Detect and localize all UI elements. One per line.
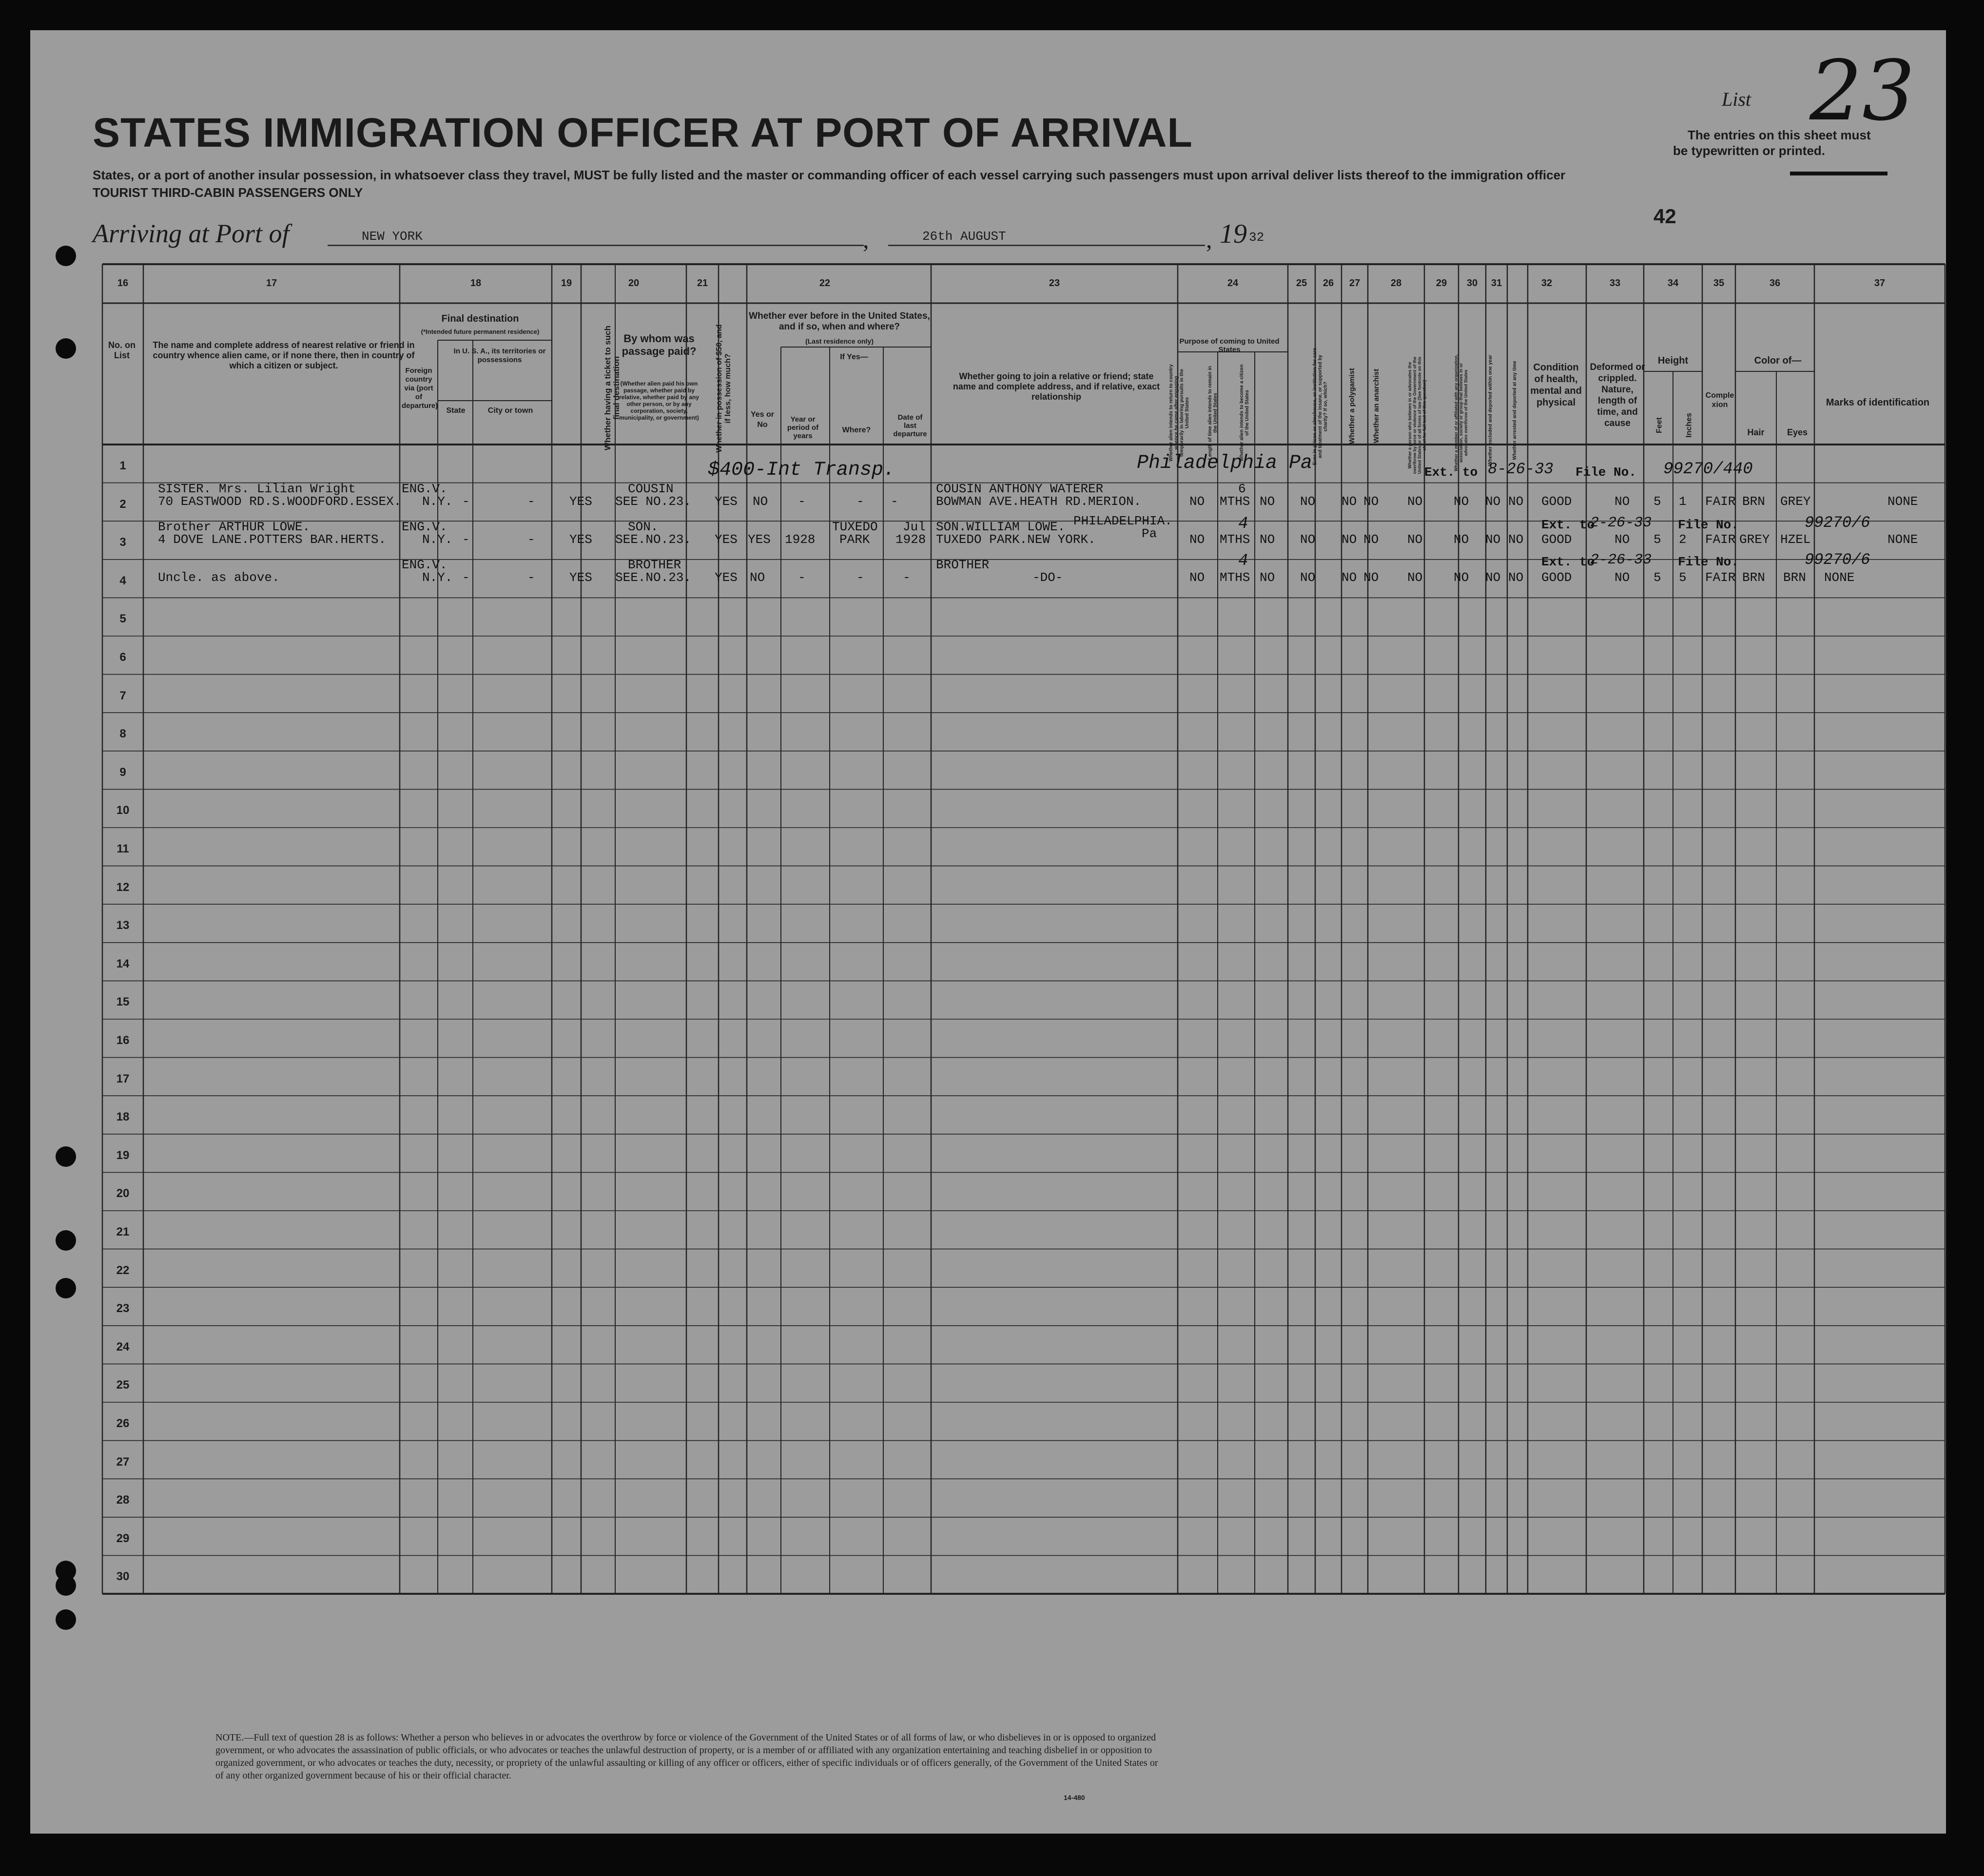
marks: NONE <box>1824 570 1855 585</box>
ticket: YES <box>569 494 592 509</box>
last-departure: - <box>891 494 898 509</box>
q30: NO <box>1485 570 1501 585</box>
header-state: State <box>446 406 466 415</box>
row-number: 28 <box>116 1493 130 1507</box>
join-name: BROTHER <box>936 558 990 572</box>
file-number: 99270/6 <box>1805 514 1870 532</box>
q31: NO <box>1508 570 1524 585</box>
deformed: NO <box>1614 532 1630 547</box>
q30: NO <box>1485 494 1501 509</box>
anarchist: NO <box>1363 570 1379 585</box>
inches: 5 <box>1679 570 1687 585</box>
ext-date: 2-26-33 <box>1590 515 1652 531</box>
length-value: 6 <box>1238 482 1246 496</box>
header-relative: The name and complete address of nearest relative or friend in country whence alien came, or if none there, then in country of which a citizen or subject. <box>153 340 415 370</box>
citizen: NO <box>1260 570 1275 585</box>
column-number: 28 <box>1390 278 1402 289</box>
return: NO <box>1189 570 1205 585</box>
where-line-1: TUXEDO <box>832 520 878 534</box>
column-number: 19 <box>561 278 572 289</box>
hair: GREY <box>1739 532 1770 547</box>
header-24c: Whether alien intends to become a citizen of the United States <box>1239 364 1250 462</box>
header-hair: Hair <box>1747 427 1765 437</box>
length-unit: MTHS <box>1220 570 1250 585</box>
header-eyes: Eyes <box>1787 427 1808 437</box>
transport-annotation: Int Transp. <box>766 459 895 481</box>
arriving-label: Arriving at Port of <box>93 219 290 248</box>
last-departure-year: 1928 <box>895 532 926 547</box>
comma-separator: , <box>863 226 869 253</box>
where: - <box>856 494 864 509</box>
header-ever-before: Whether ever before in the United States, and if so, when and where? <box>749 311 930 332</box>
join-name: COUSIN ANTHONY WATERER <box>936 482 1104 496</box>
header-ever-before-sub: (Last residence only) <box>805 337 874 345</box>
header-deformed: Deformed or crippled. Nature, length of time, and cause <box>1590 362 1645 428</box>
citizen: NO <box>1260 494 1275 509</box>
health: GOOD <box>1541 570 1572 585</box>
header-period: Year or period of years <box>787 415 819 440</box>
row-number: 7 <box>119 689 126 702</box>
row-number: 18 <box>116 1110 130 1124</box>
relative-address: 70 EASTWOOD RD.S.WOODFORD.ESSEX. <box>158 494 402 509</box>
row-number: 25 <box>116 1378 130 1392</box>
column-number: 31 <box>1491 278 1502 289</box>
header-final-destination: Final destination <box>441 313 519 324</box>
where: - <box>856 570 864 585</box>
list-label: List <box>1722 88 1751 110</box>
header-28: Whether a person who believes in or advocates the overthrow by force or violence of the Government of the United States or of all forms of law (See footnote on this sheet for full text of this question) <box>1407 356 1427 474</box>
year-prefix: 19 <box>1220 219 1247 249</box>
column-number: 23 <box>1049 278 1060 289</box>
header-height: Height <box>1657 355 1689 366</box>
typewritten-note-2: be typewritten or printed. <box>1673 143 1826 158</box>
complexion: FAIR <box>1705 570 1736 585</box>
prison: NO <box>1300 494 1316 509</box>
row-number: 26 <box>116 1417 130 1430</box>
anarchist: NO <box>1363 494 1379 509</box>
row-number: 19 <box>116 1148 130 1162</box>
paid-by-ref: SEE.NO.23. <box>615 532 692 547</box>
row-number: 16 <box>116 1034 130 1047</box>
header-color-of: Color of— <box>1754 355 1802 366</box>
q28: NO <box>1407 570 1423 585</box>
polygamist: NO <box>1342 570 1357 585</box>
money: YES <box>715 532 738 547</box>
column-number: 20 <box>628 278 640 289</box>
header-health: Condition of health, mental and physical <box>1530 362 1582 408</box>
file-label: File No. <box>1678 555 1739 569</box>
header-25: Ever in prison or almshouse, or institution for care and treatment of the insane, or supported by charity? If so, which? <box>1312 348 1328 465</box>
marks: NONE <box>1887 532 1918 547</box>
q28: NO <box>1407 494 1423 509</box>
period: - <box>798 494 806 509</box>
column-number: 37 <box>1874 278 1886 289</box>
join-address: TUXEDO PARK.NEW YORK. <box>936 532 1096 547</box>
header-foreign-country: Foreign country via (port of departure) <box>402 367 438 410</box>
q30: NO <box>1485 532 1501 547</box>
anarchist: NO <box>1363 532 1379 547</box>
file-label: File No. <box>1576 465 1636 480</box>
port-field: NEW YORK <box>362 229 423 244</box>
last-departure: - <box>903 570 911 585</box>
citizen: NO <box>1260 532 1275 547</box>
ext-label: Ext. to <box>1541 555 1595 569</box>
ticket: YES <box>569 532 592 547</box>
relative-address: Uncle. as above. <box>158 570 280 585</box>
row-number: 2 <box>119 497 126 511</box>
header-if-yes: If Yes— <box>840 353 868 361</box>
header-by-whom: By whom was passage paid? <box>622 332 697 357</box>
row-number: 10 <box>116 804 130 817</box>
money: YES <box>715 570 738 585</box>
column-number: 18 <box>470 278 482 289</box>
header-where: Where? <box>842 426 871 434</box>
paid-by-ref: SEE.NO.23. <box>615 570 692 585</box>
eyes: GREY <box>1780 494 1811 509</box>
return: NO <box>1189 494 1205 509</box>
row-number: 22 <box>116 1263 130 1277</box>
column-number: 24 <box>1227 278 1239 289</box>
header-no-on-list: No. on List <box>108 340 136 360</box>
file-number: 99270/6 <box>1805 551 1870 569</box>
city-dash: - <box>527 532 535 547</box>
hair: BRN <box>1742 570 1765 585</box>
header-30: Whether excluded and deported within one year <box>1488 355 1493 466</box>
marks: NONE <box>1887 494 1918 509</box>
column-number: 26 <box>1323 278 1334 289</box>
row-number: 12 <box>116 880 130 894</box>
paid-by-ref: SEE NO.23. <box>615 494 692 509</box>
header-final-destination-sub: (*Intended future permanent residence) <box>421 328 540 335</box>
foreign-country: ENG.V. <box>402 558 447 572</box>
inches: 1 <box>1679 494 1687 509</box>
header-in-usa: In U. S. A., its territories or possessions <box>453 347 546 364</box>
money: YES <box>715 494 738 509</box>
state-dash: - <box>462 570 470 585</box>
period: 1928 <box>785 532 816 547</box>
column-number: 36 <box>1769 278 1781 289</box>
q28: NO <box>1407 532 1423 547</box>
health: GOOD <box>1541 494 1572 509</box>
page-title: STATES IMMIGRATION OFFICER AT PORT OF ARRIVAL <box>93 110 1193 155</box>
row-number: 15 <box>116 995 130 1009</box>
paid-by: BROTHER <box>628 558 681 572</box>
eyes: BRN <box>1783 570 1806 585</box>
form-number: 14-480 <box>1064 1794 1085 1801</box>
row-number: 3 <box>119 536 126 549</box>
prison: NO <box>1300 532 1316 547</box>
row-number: 17 <box>116 1072 130 1085</box>
column-number: 33 <box>1609 278 1621 289</box>
q29: NO <box>1454 532 1469 547</box>
column-number: 35 <box>1713 278 1725 289</box>
complexion: FAIR <box>1705 494 1736 509</box>
paid-by: SON. <box>628 520 659 534</box>
header-money: Whether in possession of $50, and if less, how much? <box>715 324 732 453</box>
row-number: 11 <box>117 842 129 855</box>
q31: NO <box>1508 532 1524 547</box>
city-dash: - <box>527 494 535 509</box>
header-31: Whether arrested and deported at any time <box>1512 361 1517 460</box>
ever-before: NO <box>753 494 768 509</box>
row-number: 13 <box>116 919 130 932</box>
us-state: N.Y. <box>422 532 453 547</box>
typewritten-note-1: The entries on this sheet must <box>1688 128 1871 142</box>
date-field: 26th AUGUST <box>922 229 1006 244</box>
header-feet: Feet <box>1655 417 1664 433</box>
join-destination-state: Pa <box>1142 526 1157 541</box>
header-29: Whether a member of or affiliated with any organization, association, society or group that believes in or advocates overthrow of the United States <box>1454 354 1468 472</box>
column-number: 27 <box>1349 278 1361 289</box>
row-number: 21 <box>116 1225 130 1238</box>
relative-name: Brother ARTHUR LOWE. <box>158 520 311 534</box>
money-annotation: $400- <box>708 459 767 481</box>
row-number: 24 <box>116 1340 130 1354</box>
us-state: N.Y. <box>422 494 453 509</box>
length-value: 4 <box>1238 515 1248 533</box>
row-number: 8 <box>119 727 126 741</box>
join-destination: PHILADELPHIA. <box>1073 514 1172 528</box>
row-number: 23 <box>116 1302 130 1315</box>
header-marks: Marks of identification <box>1826 397 1930 408</box>
ext-label: Ext. to <box>1424 465 1478 480</box>
column-number: 16 <box>117 278 129 289</box>
prison: NO <box>1300 570 1316 585</box>
join-address: BOWMAN AVE.HEATH RD.MERION. <box>936 494 1142 509</box>
complexion: FAIR <box>1705 532 1736 547</box>
list-number: 23 <box>1809 43 1915 139</box>
row-number: 6 <box>119 651 126 664</box>
ever-before: NO <box>750 570 765 585</box>
column-number: 30 <box>1466 278 1478 289</box>
header-yes-no: Yes or No <box>750 410 775 429</box>
polygamist: NO <box>1342 494 1357 509</box>
manifest-sheet <box>30 30 1946 1834</box>
period: - <box>798 570 806 585</box>
column-number: 32 <box>1541 278 1553 289</box>
row-number: 20 <box>116 1187 130 1200</box>
deformed: NO <box>1614 494 1630 509</box>
row-number: 4 <box>119 574 126 587</box>
header-24a: Whether alien intends to return to country whence he came after engaging temporarily in laboring pursuits in the United States <box>1168 364 1190 462</box>
return: NO <box>1189 532 1205 547</box>
length-unit: MTHS <box>1220 494 1250 509</box>
column-number: 29 <box>1436 278 1447 289</box>
row-number: 27 <box>116 1455 130 1469</box>
header-by-whom-sub: (Whether alien paid his own passage, whether paid by relative, whether paid by any other person, or by any corporation, society, municipality, or government) <box>619 380 700 421</box>
manifest-grid <box>30 30 1946 1834</box>
column-number: 21 <box>697 278 708 289</box>
row-number: 5 <box>119 612 126 626</box>
feet: 5 <box>1653 532 1661 547</box>
footnote: NOTE.—Full text of question 28 is as follows: Whether a person who believes in or advocates the overthrow by force or violence of the Government of the United States or of all forms of law, or who disbelieves in or is opposed to organized government, or who advocates the assassination of public officials, or who advocates or teaches the unlawful destruction of property, or is a member of or affiliated with any organization entertaining and teaching disbelief in or opposition to organized government, or who advocates or teaches the duty, necessity, or propriety of the unlawful assaulting or killing of any officer or officers, either of specific individuals or of officers generally, of the Government of the United States or of any other organized government because of his or their official character. <box>215 1732 1158 1781</box>
comma-separator: , <box>1206 226 1212 253</box>
class-note: TOURIST THIRD-CABIN PASSENGERS ONLY <box>93 185 363 200</box>
column-number: 22 <box>819 278 831 289</box>
column-number: 17 <box>266 278 277 289</box>
q29: NO <box>1454 570 1469 585</box>
feet: 5 <box>1653 494 1661 509</box>
destination-annotation: Philadelphia Pa <box>1137 452 1313 474</box>
column-number: 34 <box>1667 278 1679 289</box>
where-line-2: PARK <box>839 532 870 547</box>
q29: NO <box>1454 494 1469 509</box>
join-name: SON.WILLIAM LOWE. <box>936 520 1066 534</box>
header-inches: Inches <box>1685 413 1693 438</box>
state-dash: - <box>462 494 470 509</box>
year-suffix: 32 <box>1249 230 1264 245</box>
paid-by: COUSIN <box>628 482 674 496</box>
ext-date: 2-26-33 <box>1590 552 1652 568</box>
length-value: 4 <box>1238 552 1248 570</box>
hair: BRN <box>1742 494 1765 509</box>
relative-address: 4 DOVE LANE.POTTERS BAR.HERTS. <box>158 532 387 547</box>
page-subtitle: States, or a port of another insular possession, in whatsoever class they travel, MUST be fully listed and the master or commanding officer of each vessel carrying such passengers must upon arrival deliver lists thereof to the immigration officer <box>93 168 1566 182</box>
header-city: City or town <box>487 406 533 415</box>
header-24b: Length of time alien intends to remain in the United States <box>1207 366 1218 460</box>
ext-label: Ext. to <box>1541 518 1595 532</box>
header-purpose: Purpose of coming to United States <box>1179 337 1280 354</box>
header-last-departure: Date of last departure <box>893 413 927 438</box>
health: GOOD <box>1541 532 1572 547</box>
foreign-country: ENG.V. <box>402 520 447 534</box>
file-label: File No. <box>1678 518 1739 532</box>
relative-name: SISTER. Mrs. Lilian Wright <box>158 482 356 496</box>
last-departure-month: Jul <box>903 520 926 534</box>
header-27: Whether an anarchist <box>1372 368 1381 444</box>
row-number: 29 <box>116 1531 130 1545</box>
q31: NO <box>1508 494 1524 509</box>
file-number: 99270/440 <box>1663 460 1753 479</box>
header-26: Whether a polygamist <box>1348 368 1356 444</box>
page-number: 42 <box>1653 205 1676 228</box>
header-ticket: Whether having a ticket to such final destination <box>603 326 621 450</box>
ext-date: 8-26-33 <box>1488 460 1554 478</box>
length-unit: MTHS <box>1220 532 1250 547</box>
header-complexion: Complexion <box>1705 391 1734 409</box>
ticket: YES <box>569 570 592 585</box>
row-number: 30 <box>116 1570 130 1584</box>
join-address: -DO- <box>1032 570 1063 585</box>
column-number: 25 <box>1296 278 1307 289</box>
header-going-to-join: Whether going to join a relative or friend; state name and complete address, and if relative, exact relationship <box>953 371 1160 402</box>
polygamist: NO <box>1342 532 1357 547</box>
row-number: 14 <box>116 957 130 970</box>
inches: 2 <box>1679 532 1687 547</box>
row-number: 1 <box>119 459 126 472</box>
foreign-country: ENG.V. <box>402 482 447 496</box>
city-dash: - <box>527 570 535 585</box>
state-dash: - <box>462 532 470 547</box>
deformed: NO <box>1614 570 1630 585</box>
us-state: N.Y. <box>422 570 453 585</box>
row-number: 9 <box>119 765 126 779</box>
feet: 5 <box>1653 570 1661 585</box>
eyes: HZEL <box>1780 532 1811 547</box>
ever-before: YES <box>748 532 771 547</box>
